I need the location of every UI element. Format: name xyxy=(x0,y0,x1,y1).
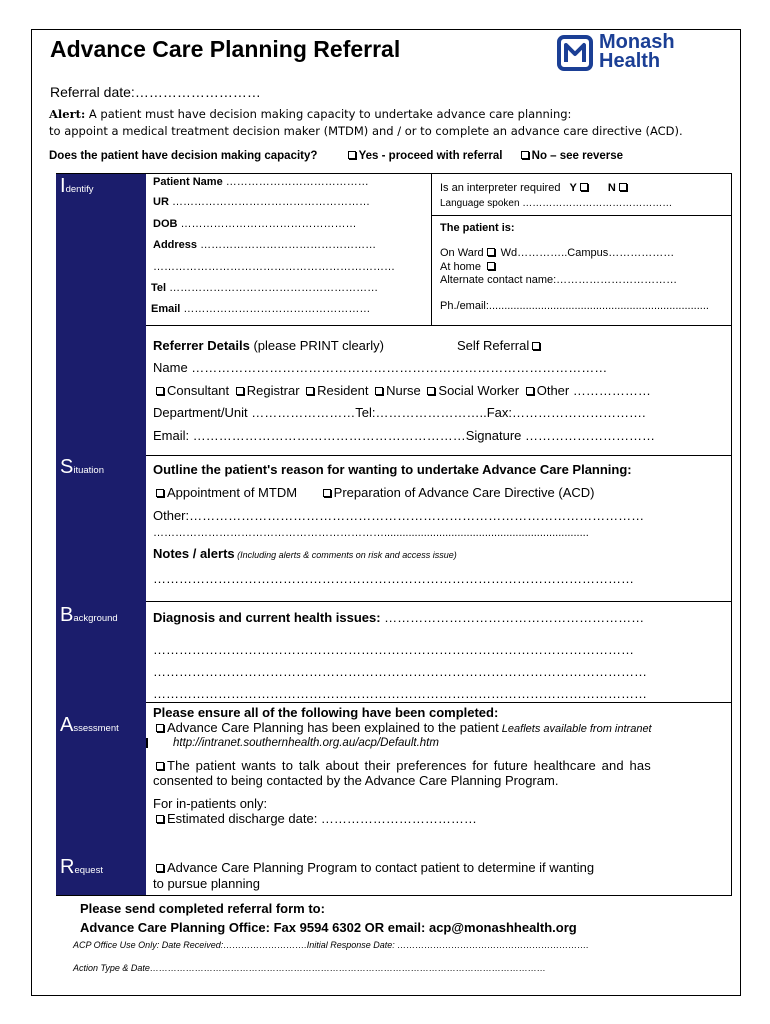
diagnosis-heading: Diagnosis and current health issues: …………………………………………………… xyxy=(153,610,645,625)
interpreter-no-checkbox[interactable] xyxy=(619,183,627,191)
situation-other-line-2[interactable]: ………………………………………………………................................................................... xyxy=(153,527,589,539)
label-identify: Identify xyxy=(60,175,94,197)
assessment-item-consent-line-1: The patient wants to talk about their preferences for future healthcare and has xyxy=(153,758,651,773)
address-line-2[interactable]: ………………………………………………………… xyxy=(153,261,395,273)
ph-email-field[interactable]: Ph./email:........................................................................ xyxy=(440,300,709,312)
table-top-border xyxy=(56,173,732,174)
table-bottom-border xyxy=(56,895,732,896)
intranet-link[interactable]: http://intranet.southernhealth.org.au/acp/Default.htm xyxy=(173,737,439,749)
discharge-date-field[interactable]: Estimated discharge date: ……………………………… xyxy=(153,811,477,826)
language-spoken-field[interactable]: Language spoken ……………………………………… xyxy=(440,198,673,209)
capacity-no-checkbox[interactable] xyxy=(521,151,529,159)
situation-heading: Outline the patient's reason for wanting to undertake Advance Care Planning: xyxy=(153,462,632,477)
at-home-checkbox[interactable] xyxy=(487,262,495,270)
ward-campus-field[interactable]: Wd…………..Campus……………… xyxy=(497,247,675,259)
tel-field[interactable]: Tel ………………………………………………… xyxy=(151,282,379,294)
notes-alerts-field[interactable]: ………………………………………………………………………………………………… xyxy=(153,571,634,586)
discharge-date-checkbox[interactable] xyxy=(156,815,164,823)
role-resident-checkbox[interactable] xyxy=(306,387,314,395)
self-referral-option: Self Referral xyxy=(457,338,543,353)
assessment-top-line xyxy=(146,702,731,703)
action-type-line: Action Type & Date…………………………………………………………………………………………………………………… xyxy=(73,963,546,973)
monash-logo-icon xyxy=(557,35,593,71)
interpreter-question: Is an interpreter required Y N xyxy=(440,182,630,194)
consent-checkbox[interactable] xyxy=(156,762,164,770)
role-nurse-checkbox[interactable] xyxy=(375,387,383,395)
interpreter-divider xyxy=(431,215,731,216)
situation-options: Appointment of MTDM Preparation of Advance Care Directive (ACD) xyxy=(153,485,595,500)
referrer-top-line xyxy=(146,325,731,326)
logo-text: Monash Health xyxy=(599,31,675,72)
background-top-line xyxy=(146,601,731,602)
alert-line-2: to appoint a medical treatment decision maker (MTDM) and / or to complete an advance care directive (ACD). xyxy=(49,124,683,138)
role-other-checkbox[interactable] xyxy=(526,387,534,395)
label-request: Request xyxy=(60,856,103,878)
referrer-name-field[interactable]: Name …………………………………………………………………………………… xyxy=(153,360,608,375)
diagnosis-line-1[interactable]: ………………………………………………………………………………………………… xyxy=(153,642,634,657)
role-social-worker-checkbox[interactable] xyxy=(427,387,435,395)
page-title: Advance Care Planning Referral xyxy=(50,36,401,62)
capacity-yes-checkbox[interactable] xyxy=(348,151,356,159)
diagnosis-line-3[interactable]: …………………………………………………………………………………………………… xyxy=(153,686,647,701)
alternate-contact-field[interactable]: Alternate contact name:…………………………… xyxy=(440,274,678,286)
request-contact-checkbox[interactable] xyxy=(156,864,164,872)
on-ward-option: On Ward Wd…………..Campus……………… xyxy=(440,247,675,259)
alert-line-1: Alert: A patient must have decision making capacity to undertake advance care planning: xyxy=(49,107,572,121)
referrer-email-signature-field[interactable]: Email: ………………………………………………………Signature ………………………… xyxy=(153,428,655,443)
at-home-option: At home xyxy=(440,261,498,273)
on-ward-checkbox[interactable] xyxy=(487,248,495,256)
referrer-role-options: Consultant Registrar Resident Nurse Social Worker Other ……………… xyxy=(153,383,651,398)
send-instructions: Please send completed referral form to: xyxy=(80,901,325,916)
situation-other-field[interactable]: Other:…………………………………………………………………………………………… xyxy=(153,508,645,523)
role-consultant-checkbox[interactable] xyxy=(156,387,164,395)
ur-field[interactable]: UR ……………………………………………… xyxy=(153,196,370,208)
identify-divider xyxy=(431,173,432,325)
notes-alerts-heading: Notes / alerts (Including alerts & comments on risk and access issue) xyxy=(153,546,457,561)
label-assessment: Assessment xyxy=(60,714,119,736)
monash-health-logo xyxy=(557,33,707,73)
request-line-2: to pursue planning xyxy=(153,876,260,891)
referral-date-field[interactable]: Referral date:……………………… xyxy=(50,84,261,100)
acp-office-contact: Advance Care Planning Office: Fax 9594 6302 OR email: acp@monashhealth.org xyxy=(80,920,577,935)
label-background: Background xyxy=(60,604,118,626)
referrer-details-heading: Referrer Details (please PRINT clearly) xyxy=(153,338,384,353)
acp-explained-checkbox[interactable] xyxy=(156,724,164,732)
label-situation: Situation xyxy=(60,456,104,478)
assessment-heading: Please ensure all of the following have been completed: xyxy=(153,705,499,720)
patient-name-field[interactable]: Patient Name ………………………………… xyxy=(153,176,369,188)
assessment-item-consent-line-2: consented to being contacted by the Advance Care Planning Program. xyxy=(153,773,559,788)
self-referral-checkbox[interactable] xyxy=(532,342,540,350)
assessment-item-explained: Advance Care Planning has been explained to the patient Leaflets available from intranet xyxy=(153,720,652,735)
patient-is-label: The patient is: xyxy=(440,222,515,234)
email-field[interactable]: Email …………………………………………… xyxy=(151,303,371,315)
department-tel-fax-field[interactable]: Department/Unit ……………………Tel:……………………..Fax:…………………………. xyxy=(153,405,646,420)
assessment-marker xyxy=(146,738,148,748)
acd-checkbox[interactable] xyxy=(323,489,331,497)
capacity-question: Does the patient have decision making capacity? Yes - proceed with referral No – see reverse xyxy=(49,150,624,162)
address-field[interactable]: Address ………………………………………… xyxy=(153,239,377,251)
situation-top-line xyxy=(146,455,731,456)
request-line-1: Advance Care Planning Program to contact patient to determine if wanting xyxy=(153,860,594,875)
inpatients-label: For in-patients only: xyxy=(153,796,268,811)
interpreter-yes-checkbox[interactable] xyxy=(580,183,588,191)
isbar-sidebar xyxy=(56,173,146,896)
table-right-border xyxy=(731,173,732,896)
role-registrar-checkbox[interactable] xyxy=(236,387,244,395)
mtdm-checkbox[interactable] xyxy=(156,489,164,497)
dob-field[interactable]: DOB ………………………………………… xyxy=(153,218,357,230)
office-use-line: ACP Office Use Only: Date Received:……………………….Initial Response Date: ………………………………………………………. xyxy=(73,940,589,950)
diagnosis-line-2[interactable]: …………………………………………………………………………………………………… xyxy=(153,664,647,679)
